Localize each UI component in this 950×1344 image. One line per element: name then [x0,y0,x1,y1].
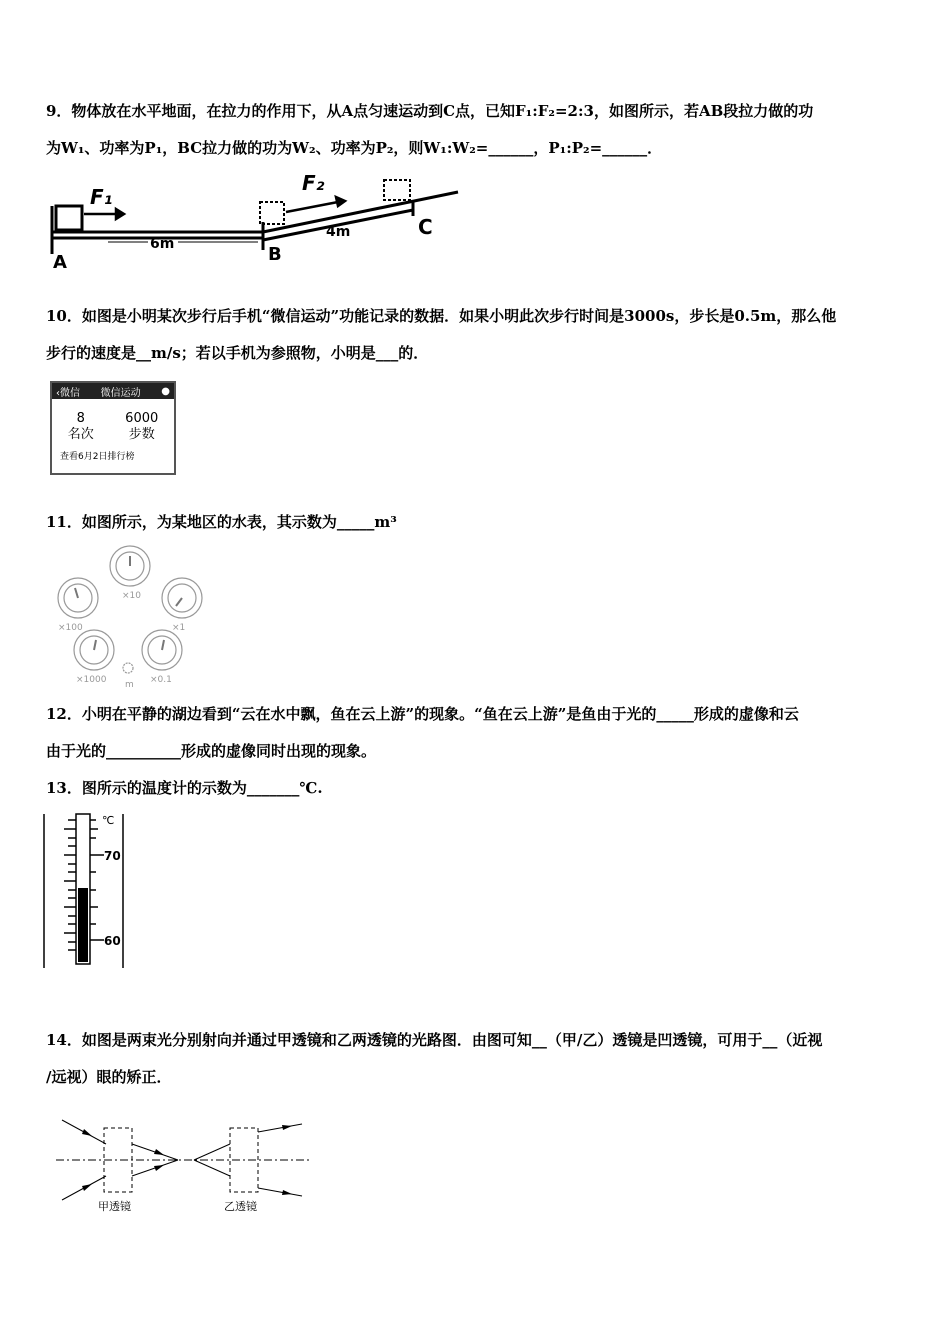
dial-x1000-label: ×1000 [76,675,107,685]
q9-line-1: 9．物体放在水平地面，在拉力的作用下，从A点匀速运动到C点，已知F₁:F₂=2:3，如图所示，若AB段拉力做的功 [46,102,814,120]
q9-line-2: 为W₁、功率为P₁，BC拉力做的功为W₂、功率为P₂，则W₁:W₂=______，P₁:P₂=______． [46,139,663,157]
steps-block [125,411,158,443]
q14-line-2: /远视）眼的矫正． [46,1068,172,1086]
wechat-sports-screenshot [50,381,176,475]
q12-line-1: 12．小明在平静的湖边看到“云在水中飘，鱼在云上游”的现象。“鱼在云上游”是鱼由于光的_____形成的虚像和云 [46,705,799,723]
thermometer-diagram [42,810,132,970]
question-14 [46,1022,916,1096]
rank-block [68,411,94,443]
q9-incline-diagram [48,172,468,272]
q11-line-1: 11．如图所示，为某地区的水表，其示数为_____m³ [46,513,397,531]
label-4m: 4m [326,224,351,240]
steps-label: 步数 [128,427,155,442]
q12-line-2: 由于光的__________形成的虚像同时出现的现象。 [46,742,377,760]
question-10 [46,298,916,372]
dial-x10-label: ×10 [122,591,141,601]
mark-70: 70 [104,849,121,863]
label-6m: 6m [150,236,175,252]
water-meter-diagram [52,540,212,690]
q10-line-1: 10．如图是小明某次步行后手机“微信运动”功能记录的数据．如果小明此次步行时间是3000s，步长是0.5m，那么他 [46,307,837,325]
label-f1: F₁ [90,185,113,209]
dial-x1-label: ×1 [172,623,186,633]
dial-x100-label: ×100 [58,623,83,633]
label-f2: F₂ [302,172,325,195]
phone-header [52,383,174,399]
dial-x0-1-label: ×0.1 [150,675,172,685]
mercury-column [78,888,88,962]
question-11 [46,504,916,541]
q13-line-1: 13．图所示的温度计的示数为_______℃. [46,779,323,797]
lens-a-label: 甲透镜 [98,1200,131,1213]
rank-label: 名次 [67,427,94,442]
label-b: B [268,244,282,265]
meter-unit-label: m [125,680,134,690]
thermo-unit: ℃ [102,814,115,827]
user-icon: ● [161,385,170,397]
question-12 [46,696,916,770]
back-link: ‹微信 [56,387,80,399]
mark-60: 60 [104,934,121,948]
rank-value: 8 [76,411,85,426]
label-a: A [53,252,67,272]
lens-ray-diagram [54,1112,314,1216]
question-9 [46,93,916,167]
label-c: C [418,215,433,239]
q10-line-2: 步行的速度是__m/s；若以手机为参照物，小明是___的． [46,344,429,362]
question-13 [46,770,916,807]
phone-title: 微信运动 [100,387,141,399]
leaderboard-link: 查看6月2日排行榜 [60,452,135,462]
steps-value: 6000 [125,411,159,426]
lens-b-label: 乙透镜 [224,1200,257,1213]
q14-line-1: 14．如图是两束光分别射向并通过甲透镜和乙两透镜的光路图．由图可知__（甲/乙）透镜是凹透镜，可用于__（近视 [46,1031,823,1049]
